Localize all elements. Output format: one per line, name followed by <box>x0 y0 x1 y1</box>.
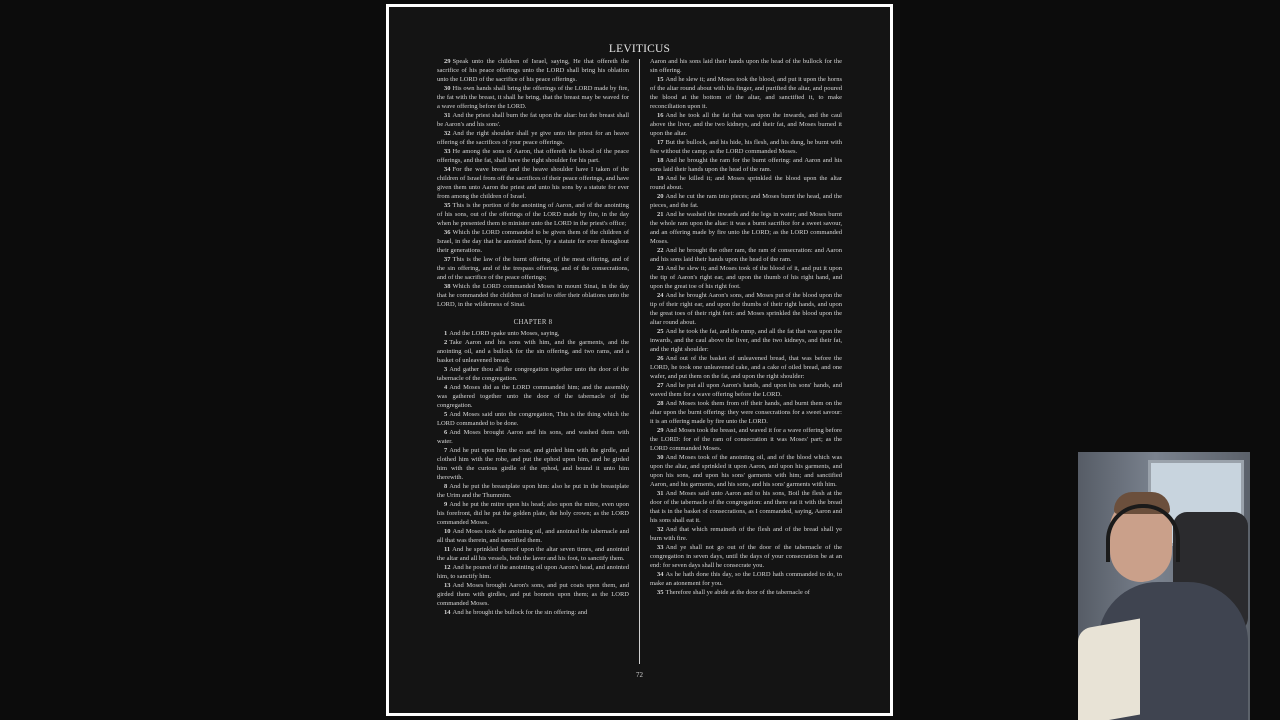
verse-text: And he put the mitre upon his head; also upon the mitre, even upon his forefront, did he put the golden plate, the holy crown; as the LORD commanded Moses. <box>437 501 629 526</box>
page-content <box>389 7 890 713</box>
verse-number: 33 <box>657 544 664 551</box>
verse-number: 27 <box>657 382 664 389</box>
verse-number: 11 <box>444 546 451 553</box>
verse <box>437 410 629 428</box>
left-column <box>437 57 629 617</box>
verse-number: 20 <box>657 193 664 200</box>
verse-text: And he put upon him the coat, and girded him with the girdle, and clothed him with the robe, and put the ephod upon him, and he girded him with the curious girdle of the ephod, and bound it unto him therewith. <box>437 447 629 481</box>
verse-text: This is the portion of the anointing of Aaron, and of the anointing of his sons, out of the offerings of the LORD made by fire, in the day when he presented them to minister unto the LORD in the priest's office; <box>437 202 629 227</box>
page-title: LEVITICUS <box>608 43 671 55</box>
verse-number: 12 <box>444 564 451 571</box>
verse <box>437 111 629 129</box>
verse-text: And Moses said unto the congregation, This is the thing which the LORD commanded to be done. <box>437 411 629 427</box>
verse-number: 32 <box>444 130 451 137</box>
verse-text: And Moses took of the anointing oil, and of the blood which was upon the altar, and sprinkled it upon Aaron, and upon his garments, and upon his sons, and upon his sons' garments with him; and sanctified Aaron, and his garments, and his sons, and his sons' garments with him. <box>650 454 842 488</box>
verse-text: And he put the breastplate upon him: also he put in the breastplate the Urim and the Thummim. <box>437 483 629 499</box>
verse <box>650 327 842 354</box>
verse-number: 26 <box>657 355 664 362</box>
verse <box>437 84 629 111</box>
verse-number: 22 <box>657 247 664 254</box>
verse-number: 30 <box>657 454 664 461</box>
verse-number: 4 <box>444 384 448 391</box>
verse-text: Which the LORD commanded Moses in mount Sinai, in the day that he commanded the children of Israel to offer their oblations unto the LORD, in the wilderness of Sinai. <box>437 283 629 308</box>
right-column <box>650 57 842 597</box>
verse <box>437 147 629 165</box>
verse <box>437 446 629 482</box>
verse-number: 2 <box>444 339 448 346</box>
verse-number: 37 <box>444 256 451 263</box>
verse <box>437 255 629 282</box>
verse-text: And Moses brought Aaron's sons, and put coats upon them, and girded them with girdles, and put bonnets upon them; as the LORD commanded Moses. <box>437 582 629 607</box>
verse <box>437 57 629 84</box>
verse-text: And the right shoulder shall ye give unto the priest for an heave offering of the sacrifices of your peace offerings. <box>437 130 629 146</box>
verse-text: And he killed it; and Moses sprinkled the blood upon the altar round about. <box>650 175 842 191</box>
verse-number: 28 <box>657 400 664 407</box>
verse-number: 31 <box>444 112 451 119</box>
verse-text: And he slew it; and Moses took the blood, and put it upon the horns of the altar round about with his finger, and purified the altar, and poured the blood at the bottom of the altar, and sanctified it, to make reconciliation upon it. <box>650 76 842 110</box>
verse-number: 14 <box>444 609 451 616</box>
verse-number: 6 <box>444 429 448 436</box>
verse-text: And he sprinkled thereof upon the altar seven times, and anointed the altar and all his vessels, both the laver and his foot, to sanctify them. <box>437 546 629 562</box>
verse <box>650 381 842 399</box>
verse-text: And Moses took the anointing oil, and anointed the tabernacle and all that was therein, and sanctified them. <box>437 528 629 544</box>
chapter-verses <box>437 329 629 617</box>
verse-number: 7 <box>444 447 448 454</box>
verse <box>437 527 629 545</box>
verse-text: But the bullock, and his hide, his flesh, and his dung, he burnt with fire without the camp; as the LORD commanded Moses. <box>650 139 842 155</box>
right-verses <box>650 75 842 597</box>
verse <box>650 75 842 111</box>
verse-text: And he cut the ram into pieces; and Moses burnt the head, and the pieces, and the fat. <box>650 193 842 209</box>
verse-text: And Moses took them from off their hands, and burnt them on the altar upon the burnt offering: they were consecrations for a sweet savour: it is an offering made by fire unto the LORD. <box>650 400 842 425</box>
verse-text: And he brought the ram for the burnt offering: and Aaron and his sons laid their hands upon the head of the ram. <box>650 157 842 173</box>
verse-number: 13 <box>444 582 451 589</box>
verse <box>437 338 629 365</box>
verse <box>437 165 629 201</box>
verse-number: 15 <box>657 76 664 83</box>
verse-number: 8 <box>444 483 448 490</box>
verse-text: And Moses did as the LORD commanded him; and the assembly was gathered together unto the door of the tabernacle of the congregation. <box>437 384 629 409</box>
verse-text: And the priest shall burn the fat upon the altar: but the breast shall be Aaron's and his sons'. <box>437 112 629 128</box>
verse-number: 38 <box>444 283 451 290</box>
verse-text: His own hands shall bring the offerings of the LORD made by fire, the fat with the breast, it shall he bring, that the breast may be waved for a wave offering before the LORD. <box>437 85 629 110</box>
verse <box>437 228 629 255</box>
verse-number: 10 <box>444 528 451 535</box>
verse <box>437 428 629 446</box>
verse <box>650 453 842 489</box>
verse-number: 29 <box>444 58 451 65</box>
verse-text: And he brought the bullock for the sin offering: and <box>452 609 588 616</box>
verse <box>650 543 842 570</box>
verse-text: For the wave breast and the heave shoulder have I taken of the children of Israel from off the sacrifices of their peace offerings, and have given them unto Aaron the priest and unto his sons by a statute for ever from among the children of Israel. <box>437 166 629 200</box>
verse-text: And he brought the other ram, the ram of consecration: and Aaron and his sons laid their hands upon the head of the ram. <box>650 247 842 263</box>
verse-text: And he put all upon Aaron's hands, and upon his sons' hands, and waved them for a wave offering before the LORD. <box>650 382 842 398</box>
verse-text: Take Aaron and his sons with him, and the garments, and the anointing oil, and a bullock for the sin offering, and two rams, and a basket of unleavened bread; <box>437 339 629 364</box>
verse-number: 32 <box>657 526 664 533</box>
verse-text: And he washed the inwards and the legs in water; and Moses burnt the whole ram upon the altar: it was a burnt sacrifice for a sweet savour, and an offering made by fire unto the LORD; as the LORD commanded Moses. <box>650 211 842 245</box>
verse-text: And that which remaineth of the flesh and of the bread shall ye burn with fire. <box>650 526 842 542</box>
verse <box>437 608 629 617</box>
verse <box>437 500 629 527</box>
verse <box>437 282 629 309</box>
verse-text: And gather thou all the congregation together unto the door of the tabernacle of the congregation. <box>437 366 629 382</box>
verse <box>650 489 842 525</box>
webcam-overlay <box>1078 452 1250 720</box>
verse-text: This is the law of the burnt offering, of the meat offering, and of the sin offering, and of the trespass offering, and of the consecrations, and of the sacrifice of the peace offerings; <box>437 256 629 281</box>
verse-number: 29 <box>657 427 664 434</box>
verse-text: And he slew it; and Moses took of the blood of it, and put it upon the tip of Aaron's right ear, and upon the thumb of his right hand, and upon the great toe of his right foot. <box>650 265 842 290</box>
verse <box>650 570 842 588</box>
verse-text: And ye shall not go out of the door of the tabernacle of the congregation in seven days, until the days of your consecration be at an end: for seven days shall he consecrate you. <box>650 544 842 569</box>
verse-number: 30 <box>444 85 451 92</box>
verse <box>650 588 842 597</box>
verse-number: 3 <box>444 366 448 373</box>
verse-number: 5 <box>444 411 448 418</box>
verse <box>650 264 842 291</box>
verse <box>437 365 629 383</box>
left-verses <box>437 57 629 309</box>
verse <box>437 201 629 228</box>
verse-number: 24 <box>657 292 664 299</box>
verse-text: And out of the basket of unleavened bread, that was before the LORD, he took one unleavened cake, and a cake of oiled bread, and one wafer, and put them on the fat, and upon the right shoulder: <box>650 355 842 380</box>
verse-number: 18 <box>657 157 664 164</box>
verse-number: 34 <box>657 571 664 578</box>
verse <box>650 156 842 174</box>
verse <box>437 129 629 147</box>
verse-text: And he poured of the anointing oil upon Aaron's head, and anointed him, to sanctify him. <box>437 564 629 580</box>
continued-verse-text: Aaron and his sons laid their hands upon the head of the bullock for the sin offering. <box>650 58 842 74</box>
open-book <box>1078 619 1140 720</box>
verse-number: 35 <box>444 202 451 209</box>
verse-text: And Moses took the breast, and waved it for a wave offering before the LORD: for of the ram of consecration it was Moses' part; as the LORD commanded Moses. <box>650 427 842 452</box>
verse <box>437 383 629 410</box>
verse-text: Which the LORD commanded to be given them of the children of Israel, in the day that he anointed them, by a statute for ever throughout their generations. <box>437 229 629 254</box>
verse-number: 23 <box>657 265 664 272</box>
verse-number: 36 <box>444 229 451 236</box>
verse-text: As he hath done this day, so the LORD hath commanded to do, to make an atonement for you. <box>650 571 842 587</box>
column-divider <box>639 59 640 664</box>
verse <box>650 246 842 264</box>
verse <box>437 581 629 608</box>
verse <box>650 210 842 246</box>
verse <box>650 525 842 543</box>
verse-text: And he took all the fat that was upon the inwards, and the caul above the liver, and the two kidneys, and their fat, and Moses burned it upon the altar. <box>650 112 842 137</box>
verse-number: 9 <box>444 501 448 508</box>
verse <box>650 426 842 453</box>
verse-text: And he took the fat, and the rump, and all the fat that was upon the inwards, and the caul above the liver, and the two kidneys, and their fat, and the right shoulder: <box>650 328 842 353</box>
verse-number: 17 <box>657 139 664 146</box>
verse <box>650 174 842 192</box>
verse <box>437 545 629 563</box>
verse <box>650 354 842 381</box>
verse-number: 33 <box>444 148 451 155</box>
verse-number: 25 <box>657 328 664 335</box>
verse-text: Speak unto the children of Israel, saying, He that offereth the sacrifice of his peace offerings unto the LORD shall bring his oblation unto the LORD of the sacrifice of his peace offerings. <box>437 58 629 83</box>
verse <box>437 563 629 581</box>
verse <box>437 482 629 500</box>
verse-text: Therefore shall ye abide at the door of the tabernacle of <box>665 589 810 596</box>
verse-text: And he brought Aaron's sons, and Moses put of the blood upon the tip of their right ear, and upon the thumbs of their right hands, and upon the great toes of their right feet: and Moses sprinkled the blood upon the altar round about. <box>650 292 842 326</box>
verse-number: 1 <box>444 330 448 337</box>
verse-number: 19 <box>657 175 664 182</box>
verse-text: And Moses said unto Aaron and to his sons, Boil the flesh at the door of the tabernacle of the congregation: and there eat it with the bread that is in the basket of consecrations, as I commanded, saying, Aaron and his sons shall eat it. <box>650 490 842 524</box>
verse <box>437 329 629 338</box>
verse-text: He among the sons of Aaron, that offereth the blood of the peace offerings, and the fat, shall have the right shoulder for his part. <box>437 148 629 164</box>
verse-number: 21 <box>657 211 664 218</box>
verse-number: 35 <box>657 589 664 596</box>
page-number: 72 <box>636 671 643 679</box>
verse <box>650 111 842 138</box>
verse <box>650 399 842 426</box>
verse-number: 34 <box>444 166 451 173</box>
verse <box>650 291 842 327</box>
verse <box>650 138 842 156</box>
verse <box>650 192 842 210</box>
verse-number: 31 <box>657 490 664 497</box>
verse-text: And Moses brought Aaron and his sons, and washed them with water. <box>437 429 629 445</box>
chapter-heading: CHAPTER 8 <box>513 319 553 326</box>
verse-text: And the LORD spake unto Moses, saying, <box>449 330 560 337</box>
scripture-page <box>386 4 893 716</box>
verse-number: 16 <box>657 112 664 119</box>
